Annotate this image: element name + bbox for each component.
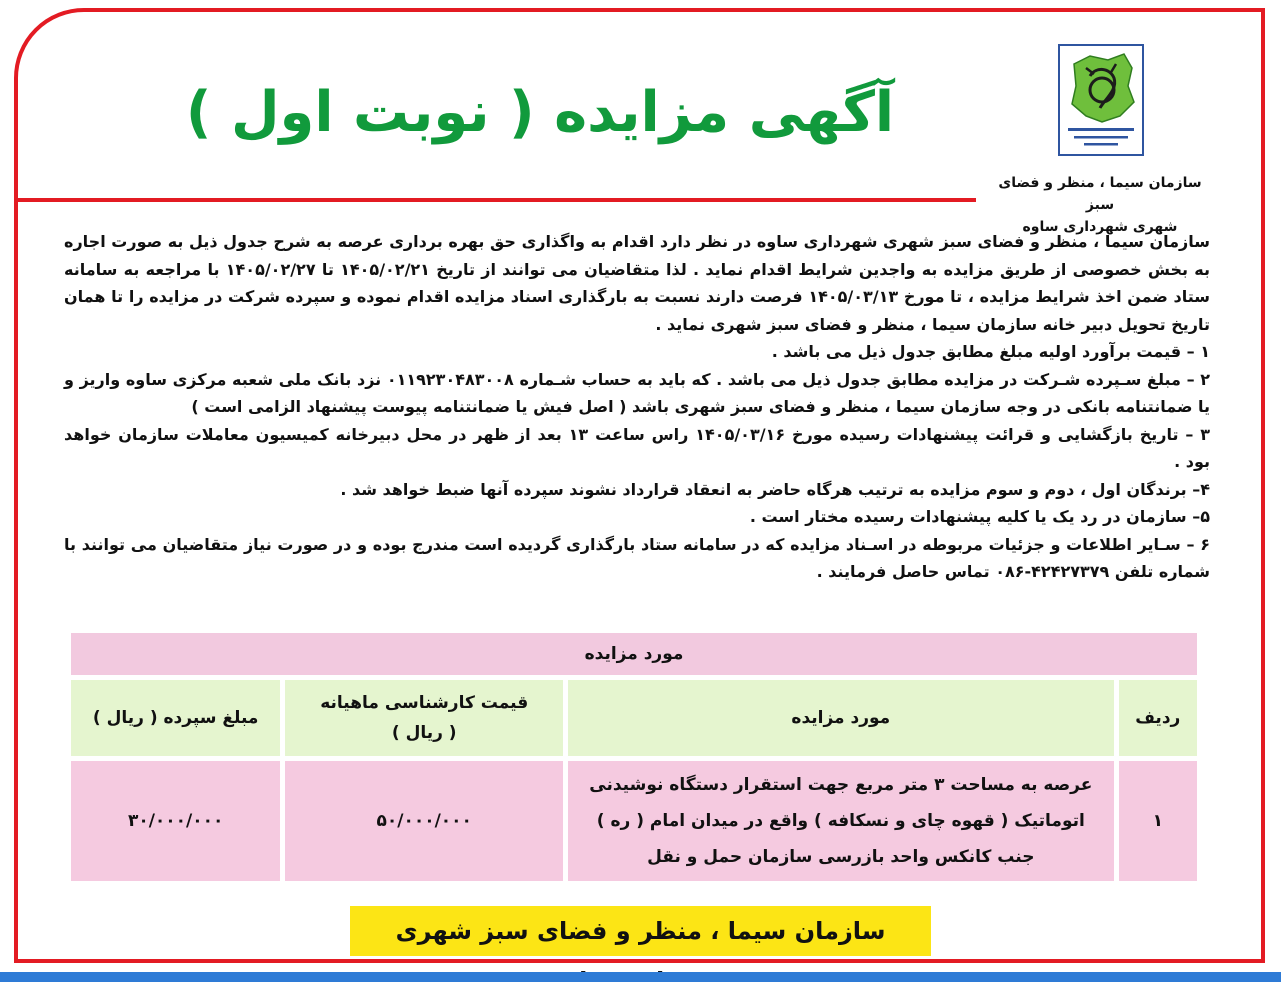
header-item: مورد مزایده [568, 680, 1113, 756]
org-caption-line2: شهری شهرداری ساوه [1022, 219, 1178, 235]
header-row-no: ردیف [1119, 680, 1197, 756]
intro-paragraph [64, 228, 1210, 338]
title-divider [18, 198, 976, 202]
clause-1: ۱ – قیمت برآورد اولیه مبلغ مطابق جدول ذیل می باشد . [771, 342, 1210, 361]
table-row [71, 761, 1197, 881]
header-price-line1: قیمت کارشناسی ماهیانه [320, 693, 529, 713]
municipality-logo-icon [1058, 44, 1144, 156]
org-caption-line1: سازمان سیما ، منظر و فضای سبز [998, 175, 1202, 213]
clause-4: ۴– برندگان اول ، دوم و سوم مزایده به ترتیب هرگاه حاضر به انعقاد قرارداد نشوند سپرده آنها ضبط خواهد شد . [340, 479, 1210, 499]
clause-6: ۶ – سـایر اطلاعات و جزئیات مربوطه در اسـناد مزایده که در سامانه ستاد بارگذاری گردیده است مندرج بوده و در صورت نیاز متقاضیان می توانند با شماره تلفن ۴۲۴۲۷۳۷۹-۰۸۶ تماس حاصل فرمایند . [64, 534, 1210, 581]
clause-2: ۲ – مبلغ سـپرده شـرکت در مزایده مطابق جدول ذیل می باشد . که باید به حساب شـماره ۰۱۱۹۲۳۰۴۸۳۰۰۸ نزد بانک ملی شعبه مرکزی ساوه واریز و یا ضمانتنامه بانکی در وجه سازمان سیما ، منظر و فضای سبز شهری باشد ( اصل فیش یا ضمانتنامه پیوست پیشنهاد الزامی است ) [64, 369, 1210, 416]
page-title: آگهی مزایده ( نوبت اول ) [185, 80, 895, 145]
table-caption: مورد مزایده [71, 633, 1197, 675]
header-price [285, 680, 563, 756]
cell-price: ۵۰/۰۰۰/۰۰۰ [285, 761, 563, 881]
auction-table [66, 628, 1202, 886]
notice-body [64, 228, 1210, 586]
cell-item-line1: عرصه به مساحت ۳ متر مربع جهت استقرار دستگاه نوشیدنی [589, 775, 1093, 795]
cell-item [568, 761, 1113, 881]
cell-deposit: ۳۰/۰۰۰/۰۰۰ [71, 761, 280, 881]
clause-5: ۵– سازمان در رد یک یا کلیه پیشنهادات رسیده مختار است . [749, 507, 1210, 526]
header-deposit: مبلغ سپرده ( ریال ) [71, 680, 280, 756]
cell-item-line2: اتوماتیک ( قهوه چای و نسکافه ) واقع در میدان امام ( ره ) [596, 811, 1085, 831]
footer-banner: سازمان سیما ، منظر و فضای سبز شهری [350, 906, 931, 956]
bottom-bar [0, 972, 1281, 982]
cell-row-no: ۱ [1119, 761, 1197, 881]
cell-item-line3: جنب کانکس واحد بازرسی سازمان حمل و نقل [647, 847, 1035, 867]
intro-text: در نظر دارد اقدام به واگذاری حق بهره برداری عرصه به شرح جدول ذیل به صورت اجاره به بخش خصوصی از طریق مزایده به واجدین شرایط اقدام نماید . لذا متقاضیان می توانند از تاریخ ۱۴۰۵/۰۲/۲۱ تا ۱۴۰۵/۰۲/۲۷ با مراجعه به سامانه ستاد ضمن اخذ شرایط مزایده ، تا مورخ ۱۴۰۵/۰۳/۱۳ فرصت دارند نسبت به بارگذاری اسناد مزایده اقدام نموده و سپرده شرکت در مزایده را تا همان تاریخ تحویل دبیر خانه سازمان سیما ، منظر و فضای سبز شهری نماید . [64, 232, 1211, 334]
clause-3: ۳ – تاریخ بازگشایی و قرائت پیشنهادات رسیده مورخ ۱۴۰۵/۰۳/۱۶ راس ساعت ۱۳ بعد از ظهر در محل دبیرخانه کمیسیون معاملات سازمان خواهد بود . [64, 424, 1211, 471]
intro-org-name: سازمان سیما ، منظر و فضای سبز شهری شهرداری ساوه [756, 232, 1210, 251]
header-price-line2: ( ریال ) [391, 723, 457, 743]
